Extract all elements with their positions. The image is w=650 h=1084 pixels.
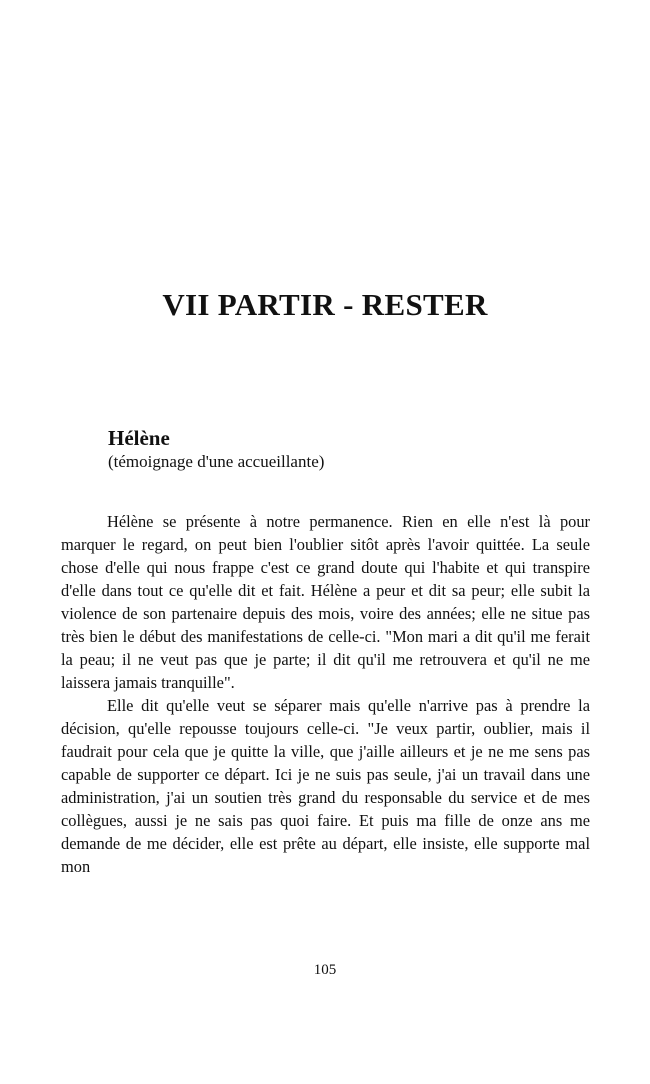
chapter-title: VII PARTIR - RESTER — [162, 287, 488, 322]
section-heading: Hélène — [108, 426, 170, 450]
section-subtitle: (témoignage d'une accueillante) — [108, 452, 325, 471]
body-text — [61, 510, 590, 878]
paragraph-1: Hélène se présente à notre permanence. Rien en elle n'est là pour marquer le regard, on peut bien l'oublier sitôt après l'avoir quittée. La seule chose d'elle qui nous frappe c'est ce grand doute qui l'habite et qui transpire d'elle dans tout ce qu'elle dit et fait. Hélène a peur et dit sa peur; elle subit la violence de son partenaire depuis des mois, voire des années; elle ne situe pas très bien le début des manifestations de celle-ci. "Mon mari a dit qu'il me ferait la peau; il ne veut pas que je parte; il dit qu'il me retrouvera et qu'il ne me laissera jamais tranquille". — [61, 512, 590, 692]
page-number: 105 — [313, 962, 337, 978]
paragraph-2: Elle dit qu'elle veut se séparer mais qu'elle n'arrive pas à prendre la décision, qu'elle repousse toujours celle-ci. "Je veux partir, oublier, mais il faudrait pour cela que je quitte la ville, que j'aille ailleurs et je ne me sens pas capable de supporter ce départ. Ici je ne suis pas seule, j'ai un travail dans une administration, j'ai un soutien très grand du responsable du service et de mes collègues, aussi je ne sais pas quoi faire. Et puis ma fille de onze ans me demande de me décider, elle est prête au départ, elle insiste, elle supporte mal mon — [61, 696, 590, 876]
